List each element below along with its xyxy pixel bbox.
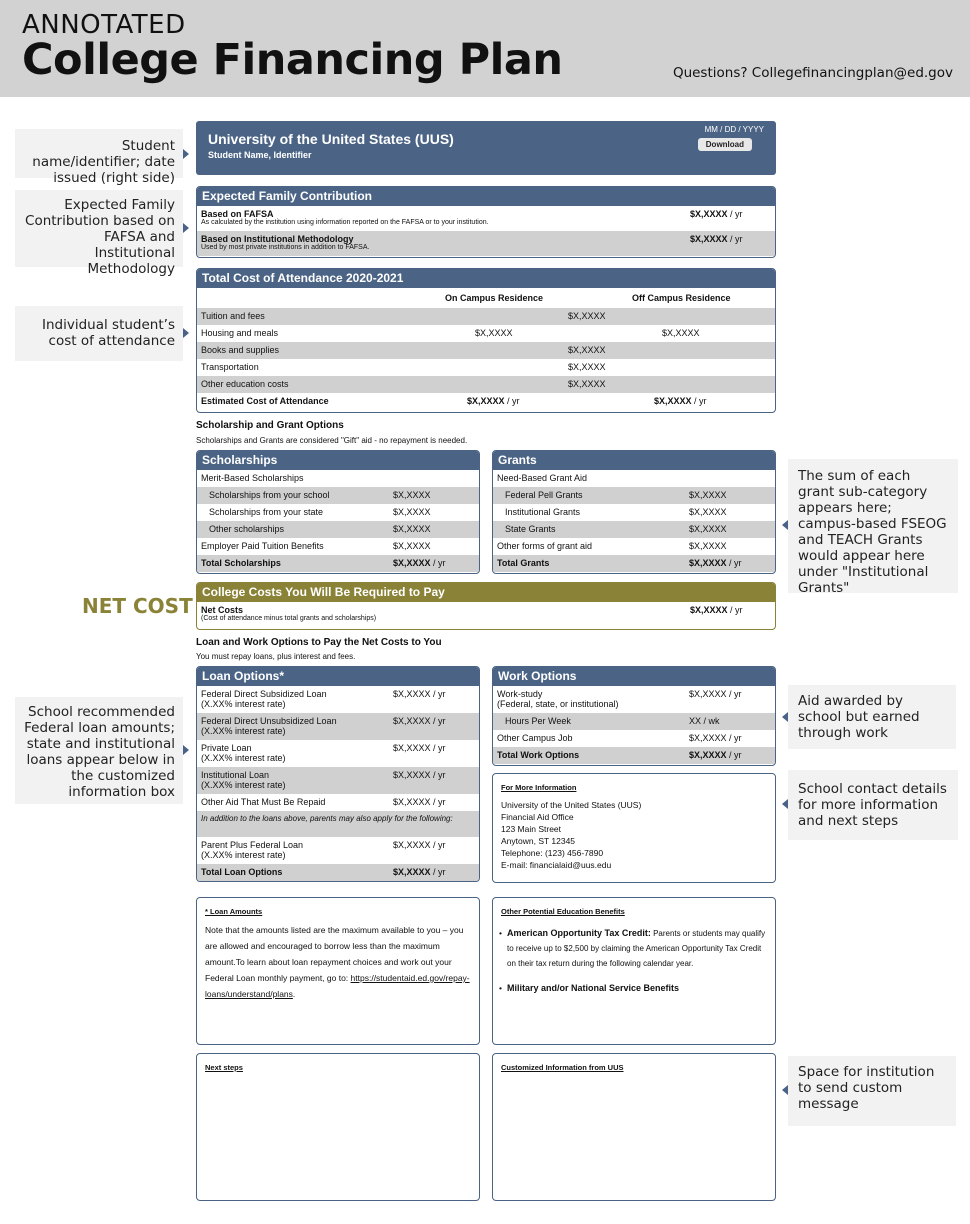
grant-label: Federal Pell Grants <box>505 490 583 500</box>
coa-row-label: Transportation <box>201 362 259 372</box>
scholarships-title: Scholarships <box>197 451 479 470</box>
work-study-desc: (Federal, state, or institutional) <box>497 699 619 709</box>
arrow-left-icon <box>782 712 788 722</box>
scholarships-box <box>196 450 480 574</box>
note-cost: Individual student’s cost of attendance <box>15 306 183 361</box>
loan-value: $X,XXXX / yr <box>393 689 446 699</box>
efc-im-value: $X,XXXX <box>690 234 728 244</box>
coa-col-headers <box>197 288 775 308</box>
note-grants: The sum of each grant sub-category appears here; campus-based FSEOG and TEACH Grants would appear here under "Institutional Grants" <box>788 459 958 593</box>
per-year: / yr <box>430 867 446 877</box>
scholarship-value: $X,XXXX <box>393 524 431 534</box>
grant-label: Other forms of grant aid <box>497 541 593 551</box>
grant-value: $X,XXXX <box>689 524 727 534</box>
per-year: / yr <box>691 396 707 406</box>
grants-title: Grants <box>493 451 775 470</box>
coa-mid-value: $X,XXXX <box>568 311 606 321</box>
per-year: / yr <box>727 209 743 219</box>
coa-row <box>197 376 775 393</box>
parent-plus-row <box>197 837 479 864</box>
efc-fafsa-desc: As calculated by the institution using information reported on the FAFSA or to your institution. <box>201 219 489 226</box>
coa-mid-value: $X,XXXX <box>568 379 606 389</box>
efc-title: Expected Family Contribution <box>197 187 775 206</box>
grant-row <box>493 521 775 538</box>
scholarships-total-value: $X,XXXX <box>393 558 431 568</box>
aotc-text: Parents or students may qualify to receive up to $2,500 by claiming the American Opportunity Tax Credit on their tax return during the following calendar year. <box>507 929 766 968</box>
hours-value: XX / wk <box>689 716 720 726</box>
note-contact: School contact details for more information and next steps <box>788 770 958 840</box>
loan-total-row <box>197 864 479 881</box>
custom-info-box <box>492 1053 776 1201</box>
more-info-line: Telephone: (123) 456-7890 <box>501 848 604 858</box>
date-issued: MM / DD / YYYY <box>704 125 764 134</box>
parents-note: In addition to the loans above, parents may also apply for the following: <box>197 811 479 837</box>
scholarship-row <box>197 521 479 538</box>
scholarship-row <box>197 487 479 504</box>
coa-row <box>197 308 775 325</box>
coa-box <box>196 268 776 413</box>
scholarships-total-label: Total Scholarships <box>201 558 281 568</box>
page-header <box>0 0 970 97</box>
grants-box <box>492 450 776 574</box>
scholarship-value: $X,XXXX <box>393 490 431 500</box>
loan-row <box>197 767 479 794</box>
other-aid-label: Other Aid That Must Be Repaid <box>201 797 326 807</box>
more-info-line: Financial Aid Office <box>501 812 574 822</box>
benefit-item <box>499 926 771 971</box>
grant-row <box>493 470 775 487</box>
coa-row <box>197 342 775 359</box>
questions-contact: Questions? Collegefinancingplan@ed.gov <box>672 65 953 81</box>
arrow-left-icon <box>782 520 788 530</box>
note-work: Aid awarded by school but earned through work <box>788 685 956 749</box>
loan-label: Private Loan <box>201 743 252 753</box>
benefits-box <box>492 897 776 1045</box>
page-title: College Financing Plan <box>22 35 563 85</box>
scholarships-total-row <box>197 555 479 572</box>
loan-amounts-box <box>196 897 480 1045</box>
grant-label: Need-Based Grant Aid <box>497 473 588 483</box>
arrow-left-icon <box>782 799 788 809</box>
note-student: Student name/identifier; date issued (right side) <box>15 129 183 178</box>
per-year: / yr <box>504 396 520 406</box>
per-year: / yr <box>430 558 446 568</box>
net-cost-box <box>196 582 776 630</box>
scholarship-label: Merit-Based Scholarships <box>201 473 304 483</box>
loan-label: Federal Direct Unsubsidized Loan <box>201 716 337 726</box>
note-loans: School recommended Federal loan amounts; state and institutional loans appear below in the customized information box <box>15 697 183 804</box>
custom-info-title: Customized Information from UUS <box>501 1063 624 1072</box>
coa-rows <box>197 308 775 393</box>
coa-off-value: $X,XXXX <box>662 328 700 338</box>
loan-row <box>197 713 479 740</box>
loan-options-title: Loan Options* <box>197 667 479 686</box>
loan-label: Federal Direct Subsidized Loan <box>201 689 327 699</box>
student-identifier: Student Name, Identifier <box>208 150 312 160</box>
loan-row <box>197 740 479 767</box>
grants-total-row <box>493 555 775 572</box>
per-year: / yr <box>727 234 743 244</box>
coa-total-on: $X,XXXX <box>467 396 505 406</box>
loan-value: $X,XXXX / yr <box>393 770 446 780</box>
military-benefits: Military and/or National Service Benefits <box>507 983 680 993</box>
arrow-right-icon <box>183 223 189 233</box>
scholarship-row <box>197 504 479 521</box>
coa-row <box>197 359 775 376</box>
benefits-title: Other Potential Education Benefits <box>501 907 625 916</box>
annotated-label: ANNOTATED <box>22 10 186 40</box>
loan-total-label: Total Loan Options <box>201 867 283 877</box>
more-info-line: E-mail: financialaid@uus.edu <box>501 860 612 870</box>
arrow-right-icon <box>183 745 189 755</box>
scholarship-row <box>197 538 479 555</box>
parent-plus-label: Parent Plus Federal Loan <box>201 840 304 850</box>
efc-im-desc: Used by most private institutions in addition to FAFSA. <box>201 244 370 251</box>
note-custom: Space for institution to send custom message <box>788 1056 956 1126</box>
per-year: / yr <box>726 558 742 568</box>
sg-subheading: Scholarships and Grants are considered "Gift" aid - no repayment is needed. <box>196 436 468 445</box>
loan-rate: (X.XX% interest rate) <box>201 726 286 736</box>
coa-on-campus-header: On Campus Residence <box>445 293 544 303</box>
efc-fafsa-row <box>197 206 775 231</box>
coa-mid-value: $X,XXXX <box>568 362 606 372</box>
work-study-value: $X,XXXX / yr <box>689 689 742 699</box>
grant-row <box>493 504 775 521</box>
grants-total-label: Total Grants <box>497 558 550 568</box>
loan-value: $X,XXXX / yr <box>393 743 446 753</box>
loan-label: Institutional Loan <box>201 770 270 780</box>
more-info-title: For More Information <box>501 783 577 792</box>
loan-options-box <box>196 666 480 882</box>
grant-value: $X,XXXX <box>689 507 727 517</box>
loan-value: $X,XXXX / yr <box>393 716 446 726</box>
work-options-box <box>492 666 776 766</box>
net-cost-row <box>197 602 775 625</box>
loan-amounts-text: Note that the amounts listed are the maximum available to you – you are allowed and encouraged to borrow less than the maximum amount.To learn about loan repayment choices and work out your Federal Loan monthly payment, go to: <box>205 925 464 983</box>
parent-plus-rate: (X.XX% interest rate) <box>201 850 286 860</box>
grant-value: $X,XXXX <box>689 490 727 500</box>
coa-row-label: Other education costs <box>201 379 289 389</box>
loan-row <box>197 686 479 713</box>
campus-job-value: $X,XXXX / yr <box>689 733 742 743</box>
coa-row-label: Books and supplies <box>201 345 280 355</box>
coa-row <box>197 325 775 342</box>
scholarship-row <box>197 470 479 487</box>
grants-total-value: $X,XXXX <box>689 558 727 568</box>
work-total-label: Total Work Options <box>497 750 580 760</box>
hours-label: Hours Per Week <box>505 716 571 726</box>
arrow-left-icon <box>782 1085 788 1095</box>
work-options-title: Work Options <box>493 667 775 686</box>
efc-im-label: Based on Institutional Methodology <box>201 234 354 244</box>
scholarship-label: Scholarships from your school <box>209 490 330 500</box>
more-info-line: University of the United States (UUS) <box>501 800 642 810</box>
net-cost-desc: (Cost of attendance minus total grants and scholarships) <box>201 615 377 622</box>
scholarship-value: $X,XXXX <box>393 541 431 551</box>
note-efc: Expected Family Contribution based on FAFSA and Institutional Methodology <box>15 190 183 267</box>
aotc-label: American Opportunity Tax Credit: <box>507 928 651 938</box>
coa-row-label: Housing and meals <box>201 328 279 338</box>
other-aid-value: $X,XXXX / yr <box>393 797 446 807</box>
loan-rate: (X.XX% interest rate) <box>201 753 286 763</box>
arrow-right-icon <box>183 149 189 159</box>
scholarship-label: Other scholarships <box>209 524 285 534</box>
net-cost-value: $X,XXXX <box>690 605 728 615</box>
loan-total-value: $X,XXXX <box>393 867 431 877</box>
benefits-list <box>499 926 771 996</box>
loan-rate: (X.XX% interest rate) <box>201 699 286 709</box>
coa-total-label: Estimated Cost of Attendance <box>201 396 329 406</box>
grant-row <box>493 538 775 555</box>
next-steps-box <box>196 1053 480 1201</box>
hours-row <box>493 713 775 730</box>
coa-total-off: $X,XXXX <box>654 396 692 406</box>
work-total-value: $X,XXXX <box>689 750 727 760</box>
efc-fafsa-label: Based on FAFSA <box>201 209 274 219</box>
work-study-row <box>493 686 775 713</box>
grant-label: State Grants <box>505 524 556 534</box>
more-info-box <box>492 773 776 883</box>
coa-off-campus-header: Off Campus Residence <box>632 293 731 303</box>
coa-row-label: Tuition and fees <box>201 311 265 321</box>
per-year: / yr <box>727 605 743 615</box>
download-button[interactable]: Download <box>698 138 752 151</box>
arrow-right-icon <box>183 328 189 338</box>
more-info-line: Anytown, ST 12345 <box>501 836 576 846</box>
work-study-label: Work-study <box>497 689 543 699</box>
grant-label: Institutional Grants <box>505 507 581 517</box>
sg-heading: Scholarship and Grant Options <box>196 420 344 431</box>
efc-fafsa-value: $X,XXXX <box>690 209 728 219</box>
per-year: / yr <box>726 750 742 760</box>
campus-job-row <box>493 730 775 747</box>
loan-rate: (X.XX% interest rate) <box>201 780 286 790</box>
next-steps-title: Next steps <box>205 1063 243 1072</box>
university-name: University of the United States (UUS) <box>208 131 454 147</box>
more-info-line: 123 Main Street <box>501 824 562 834</box>
bullet-icon: • <box>499 983 502 993</box>
loan-amounts-title: * Loan Amounts <box>205 907 263 916</box>
efc-im-row <box>197 231 775 256</box>
repay-loans-link[interactable]: https://studentaid.ed.gov/repay-loans/understand/plans <box>205 973 470 999</box>
efc-box <box>196 186 776 258</box>
lw-heading: Loan and Work Options to Pay the Net Costs to You <box>196 637 442 648</box>
coa-total-row <box>197 393 775 410</box>
grant-value: $X,XXXX <box>689 541 727 551</box>
grant-row <box>493 487 775 504</box>
work-total-row <box>493 747 775 764</box>
loan-amounts-body: Note that the amounts listed are the maximum available to you – you are allowed and encouraged to borrow less than the maximum amount.To learn about loan repayment choices and work out your Federal Loan monthly payment, go to: https://studentaid.ed.gov/repay-loans/understand/plans. <box>205 925 470 999</box>
coa-mid-value: $X,XXXX <box>568 345 606 355</box>
campus-job-label: Other Campus Job <box>497 733 573 743</box>
parent-plus-value: $X,XXXX / yr <box>393 840 446 850</box>
scholarship-value: $X,XXXX <box>393 507 431 517</box>
lw-subheading: You must repay loans, plus interest and fees. <box>196 652 356 661</box>
coa-on-value: $X,XXXX <box>475 328 513 338</box>
coa-title: Total Cost of Attendance 2020-2021 <box>197 269 775 288</box>
net-cost-title: College Costs You Will Be Required to Pay <box>197 583 775 602</box>
net-cost-label: NET COST <box>82 594 193 618</box>
bullet-icon: • <box>499 928 502 938</box>
scholarship-label: Scholarships from your state <box>209 507 324 517</box>
benefit-item <box>499 981 771 996</box>
other-aid-row <box>197 794 479 811</box>
net-cost-label-row: Net Costs <box>201 605 244 615</box>
student-banner <box>196 121 776 175</box>
scholarship-label: Employer Paid Tuition Benefits <box>201 541 324 551</box>
